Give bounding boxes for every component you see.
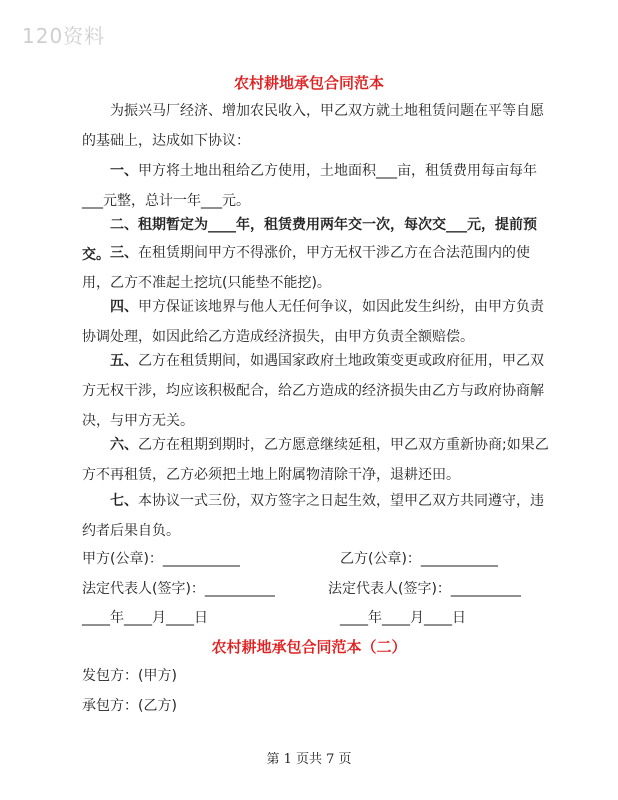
party-a-seal: 甲方(公章)：___________: [82, 551, 240, 567]
clause-3: [82, 238, 554, 298]
clause-5-text: 乙方在租赁期间，如遇国家政府土地政策变更或政府征用，甲乙双方无权干涉，均应该积极配合，给乙方造成的经济损失由乙方与政府协商解决，与甲方无关。: [82, 353, 544, 429]
clause-7: [82, 486, 554, 546]
clause-6-lead: 六、: [110, 437, 138, 453]
clause-1: [82, 156, 554, 216]
clause-5-lead: 五、: [110, 353, 138, 369]
clause-4: [82, 292, 554, 352]
intro-text: 为振兴马厂经济、增加农民收入，甲乙双方就土地租赁问题在平等自愿的基础上，达成如下协议：: [82, 103, 544, 149]
party-a-representative: 法定代表人(签字)：__________: [82, 581, 275, 597]
party-b-date: ____年____月____日: [340, 610, 466, 626]
clause-5: [82, 346, 554, 436]
clause-7-text: 本协议一式三份，双方签字之日起生效，望甲乙双方共同遵守，违约者后果自负。: [82, 493, 544, 539]
clause-6-text: 乙方在租期到期时，乙方愿意继续延租，甲乙双方重新协商;如果乙方不再租赁，乙方必须把土地上附属物清除干净，退耕还田。: [82, 437, 549, 483]
document-title: 农村耕地承包合同范本: [233, 74, 384, 92]
party-b-seal: 乙方(公章)：___________: [340, 551, 498, 567]
clause-6: [82, 430, 554, 490]
clause-4-text: 甲方保证该地界与他人无任何争议，如因此发生纠纷，由甲方负责协调处理，如因此给乙方造成经济损失，由甲方负责全额赔偿。: [82, 299, 544, 345]
clause-4-lead: 四、: [110, 299, 138, 315]
intro-paragraph: [82, 96, 554, 156]
clause-3-text: 在租赁期间甲方不得涨价，甲方无权干涉乙方在合法范围内的使用，乙方不准起土挖坑(只能垫不能挖)。: [82, 245, 530, 291]
clause-2-lead: 二、: [110, 217, 138, 233]
issuer-line: 发包方：(甲方): [82, 668, 177, 684]
clause-1-lead: 一、: [110, 163, 138, 179]
page-footer: 第 1 页共 7 页: [266, 752, 352, 767]
watermark: 120资料: [22, 24, 106, 48]
clause-1-text: 甲方将土地出租给乙方使用，土地面积___亩，租赁费用每亩每年___元整，总计一年___元。: [82, 163, 537, 209]
second-title: 农村耕地承包合同范本（二）: [211, 638, 407, 656]
clause-2-text: 租期暂定为____年，租赁费用两年交一次，每次交___元，提前预交。: [82, 217, 537, 263]
party-a-date: ____年____月____日: [82, 610, 208, 626]
clause-3-lead: 三、: [110, 245, 138, 261]
contractor-line: 承包方：(乙方): [82, 698, 177, 714]
party-b-representative: 法定代表人(签字)：__________: [328, 581, 521, 597]
clause-7-lead: 七、: [110, 493, 138, 509]
